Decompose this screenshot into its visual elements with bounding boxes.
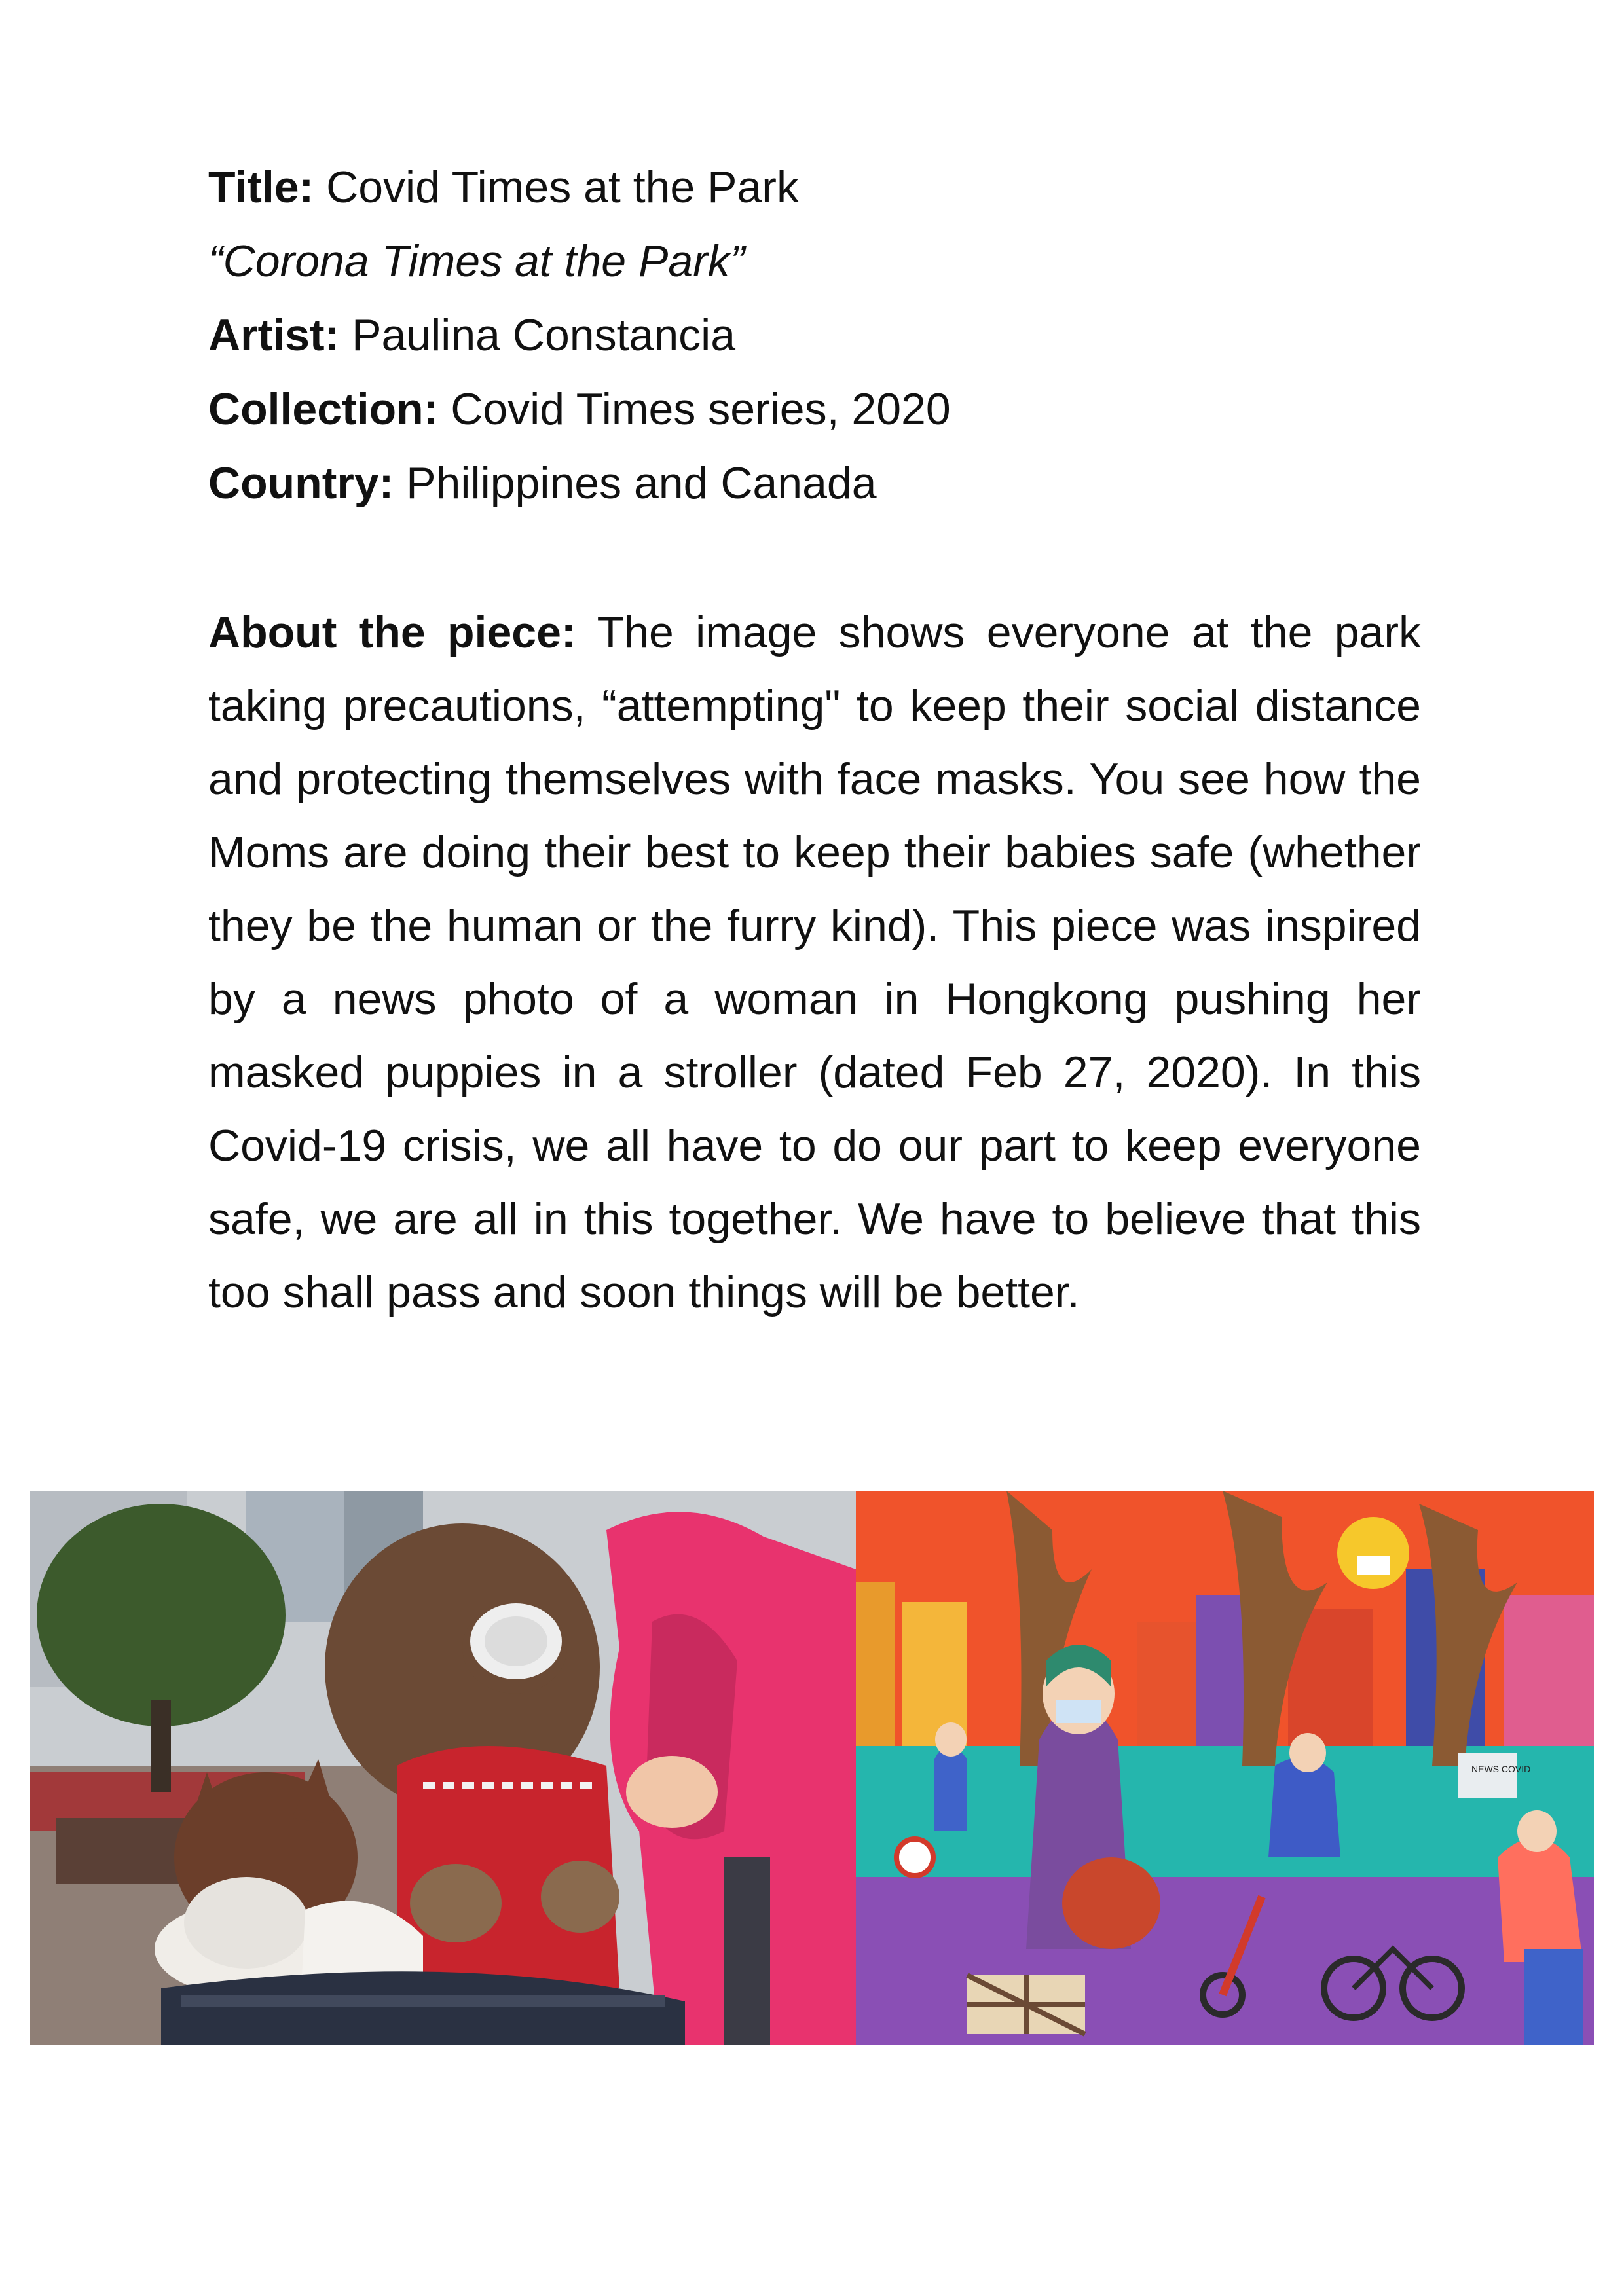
- news-photo-masked-puppies: [30, 1491, 856, 2045]
- country-line: [208, 446, 1426, 520]
- artwork-metadata: [208, 151, 1426, 520]
- about-paragraph: [208, 596, 1421, 1329]
- about-label: About the piece:: [208, 608, 576, 657]
- collection-line: [208, 373, 1426, 446]
- subtitle: “Corona Times at the Park”: [208, 236, 745, 286]
- country-label: Country:: [208, 458, 394, 508]
- painting-newspaper-text: NEWS COVID: [1471, 1764, 1531, 1774]
- about-text: The image shows everyone at the park taking precautions, “attempting" to keep their social distance and protecting themselves with face masks. You see how the Moms are doing their best to keep their babies safe (whether they be the human or the furry kind). This piece was inspired by a news photo of a woman in Hongkong pushing her masked puppies in a stroller (dated Feb 27, 2020). In this Covid-19 crisis, we all have to do our part to keep everyone safe, we are all in this together. We have to believe that this too shall pass and soon things will be better.: [208, 608, 1421, 1317]
- title-value: Covid Times at the Park: [326, 162, 799, 212]
- title-line: [208, 151, 1426, 225]
- title-label: Title:: [208, 162, 314, 212]
- news-photo-illustration: [30, 1491, 856, 2045]
- painting-corona-times-at-the-park: [856, 1491, 1594, 2045]
- collection-value: Covid Times series, 2020: [451, 384, 951, 434]
- country-value: Philippines and Canada: [406, 458, 877, 508]
- artist-line: [208, 299, 1426, 373]
- collection-label: Collection:: [208, 384, 439, 434]
- painting-illustration: [856, 1491, 1594, 2045]
- artist-label: Artist:: [208, 310, 340, 360]
- artist-value: Paulina Constancia: [352, 310, 736, 360]
